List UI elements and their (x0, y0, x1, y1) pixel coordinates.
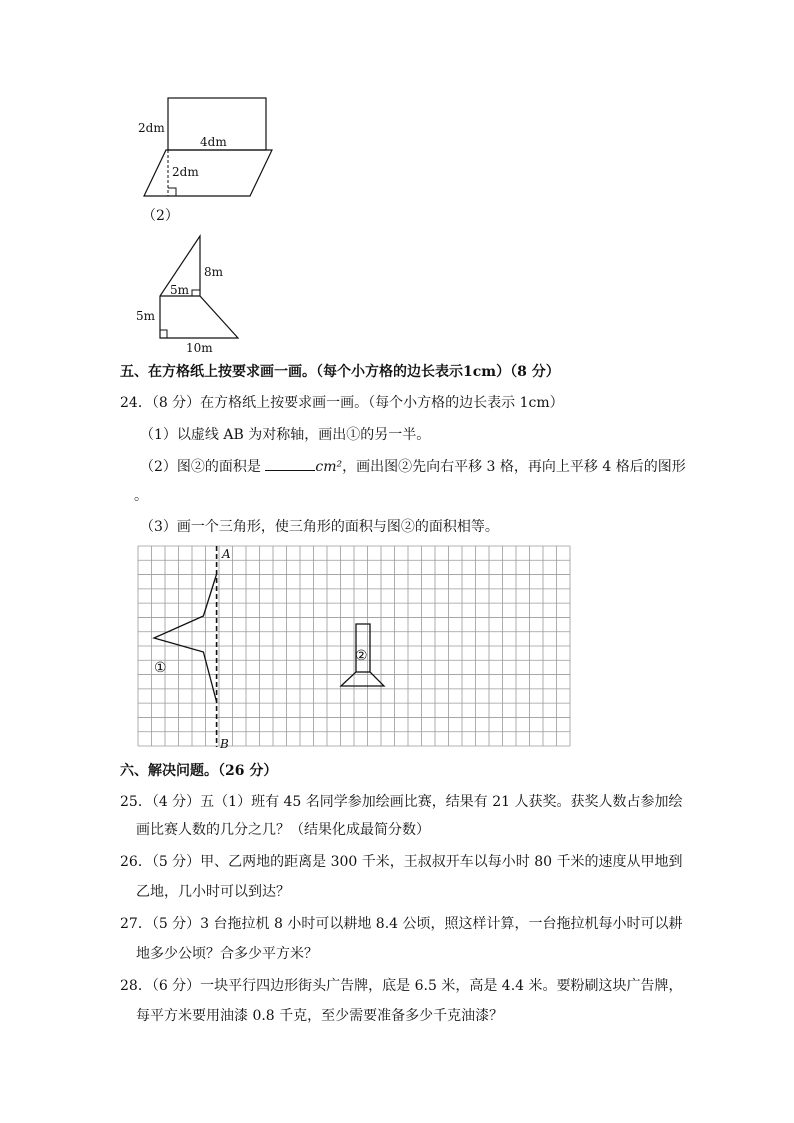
q24-part2-before: （2）图②的面积是 (140, 459, 266, 475)
axis-label-b: B (220, 737, 229, 751)
figure-composite (130, 232, 250, 354)
q24-part3: （3）画一个三角形，使三角形的面积与图②的面积相等。 (140, 519, 499, 535)
fig2-bottom-label: 10m (186, 341, 213, 354)
fig1-width-label: 4dm (200, 135, 227, 149)
q26-line1: 26．（5 分）甲、乙两地的距离是 300 千米，王叔叔开车以每小时 80 千米的速度从甲地到 (120, 854, 683, 870)
q24-stem: 24．（8 分）在方格纸上按要求画一画。（每个小方格的边长表示 1cm） (120, 395, 564, 411)
q25-line1: 25．（4 分）五（1）班有 45 名同学参加绘画比赛，结果有 21 人获奖。获奖人数占参加绘 (120, 794, 683, 810)
q27-line1: 27．（5 分）3 台拖拉机 8 小时可以耕地 8.4 公顷，照这样计算，一台拖拉机每小时可以耕 (120, 916, 683, 932)
fig1-height-rect-label: 2dm (138, 121, 165, 135)
q28-line1: 28．（6 分）一块平行四边形街头广告牌，底是 6.5 米，高是 4.4 米。要粉刷这块广告牌， (120, 978, 683, 994)
grid-lines (138, 546, 570, 746)
axis-label-a: A (222, 547, 231, 561)
q24-part2-after: ，画出图②先向右平移 3 格，再向上平移 4 格后的图形 (342, 459, 686, 475)
q25-line2: 画比赛人数的几分之几？（结果化成最简分数） (136, 822, 430, 838)
answer-blank[interactable] (265, 456, 315, 471)
q28-line2: 每平方米要用油漆 0.8 千克，至少需要准备多少千克油漆？ (136, 1008, 504, 1024)
figure-rect-parallelogram (130, 90, 290, 202)
section5-title: 五、在方格纸上按要求画一画。（每个小方格的边长表示1cm）（8 分） (120, 364, 560, 380)
shape2-label: ② (355, 648, 368, 664)
fig2-mid-label: 5m (170, 283, 190, 297)
fig2-top-label: 8m (204, 265, 224, 279)
q26-line2: 乙地，几小时可以到达？ (136, 884, 290, 900)
q24-part1: （1）以虚线 AB 为对称轴，画出①的另一半。 (140, 427, 431, 443)
drawing-grid[interactable] (136, 544, 576, 752)
q24-part2 (140, 456, 686, 477)
shape1-half (154, 574, 217, 702)
q24-part2-unit: cm² (315, 459, 343, 475)
section6-title: 六、解决问题。（26 分） (120, 763, 278, 779)
fig2-left-label: 5m (136, 309, 156, 323)
q24-part2-cont: 。 (134, 488, 148, 504)
fig2-number: （2） (142, 208, 179, 224)
shape1-label: ① (154, 660, 167, 676)
q27-line2: 地多少公顷？合多少平方米？ (136, 946, 318, 962)
fig1-height-para-label: 2dm (172, 165, 199, 179)
